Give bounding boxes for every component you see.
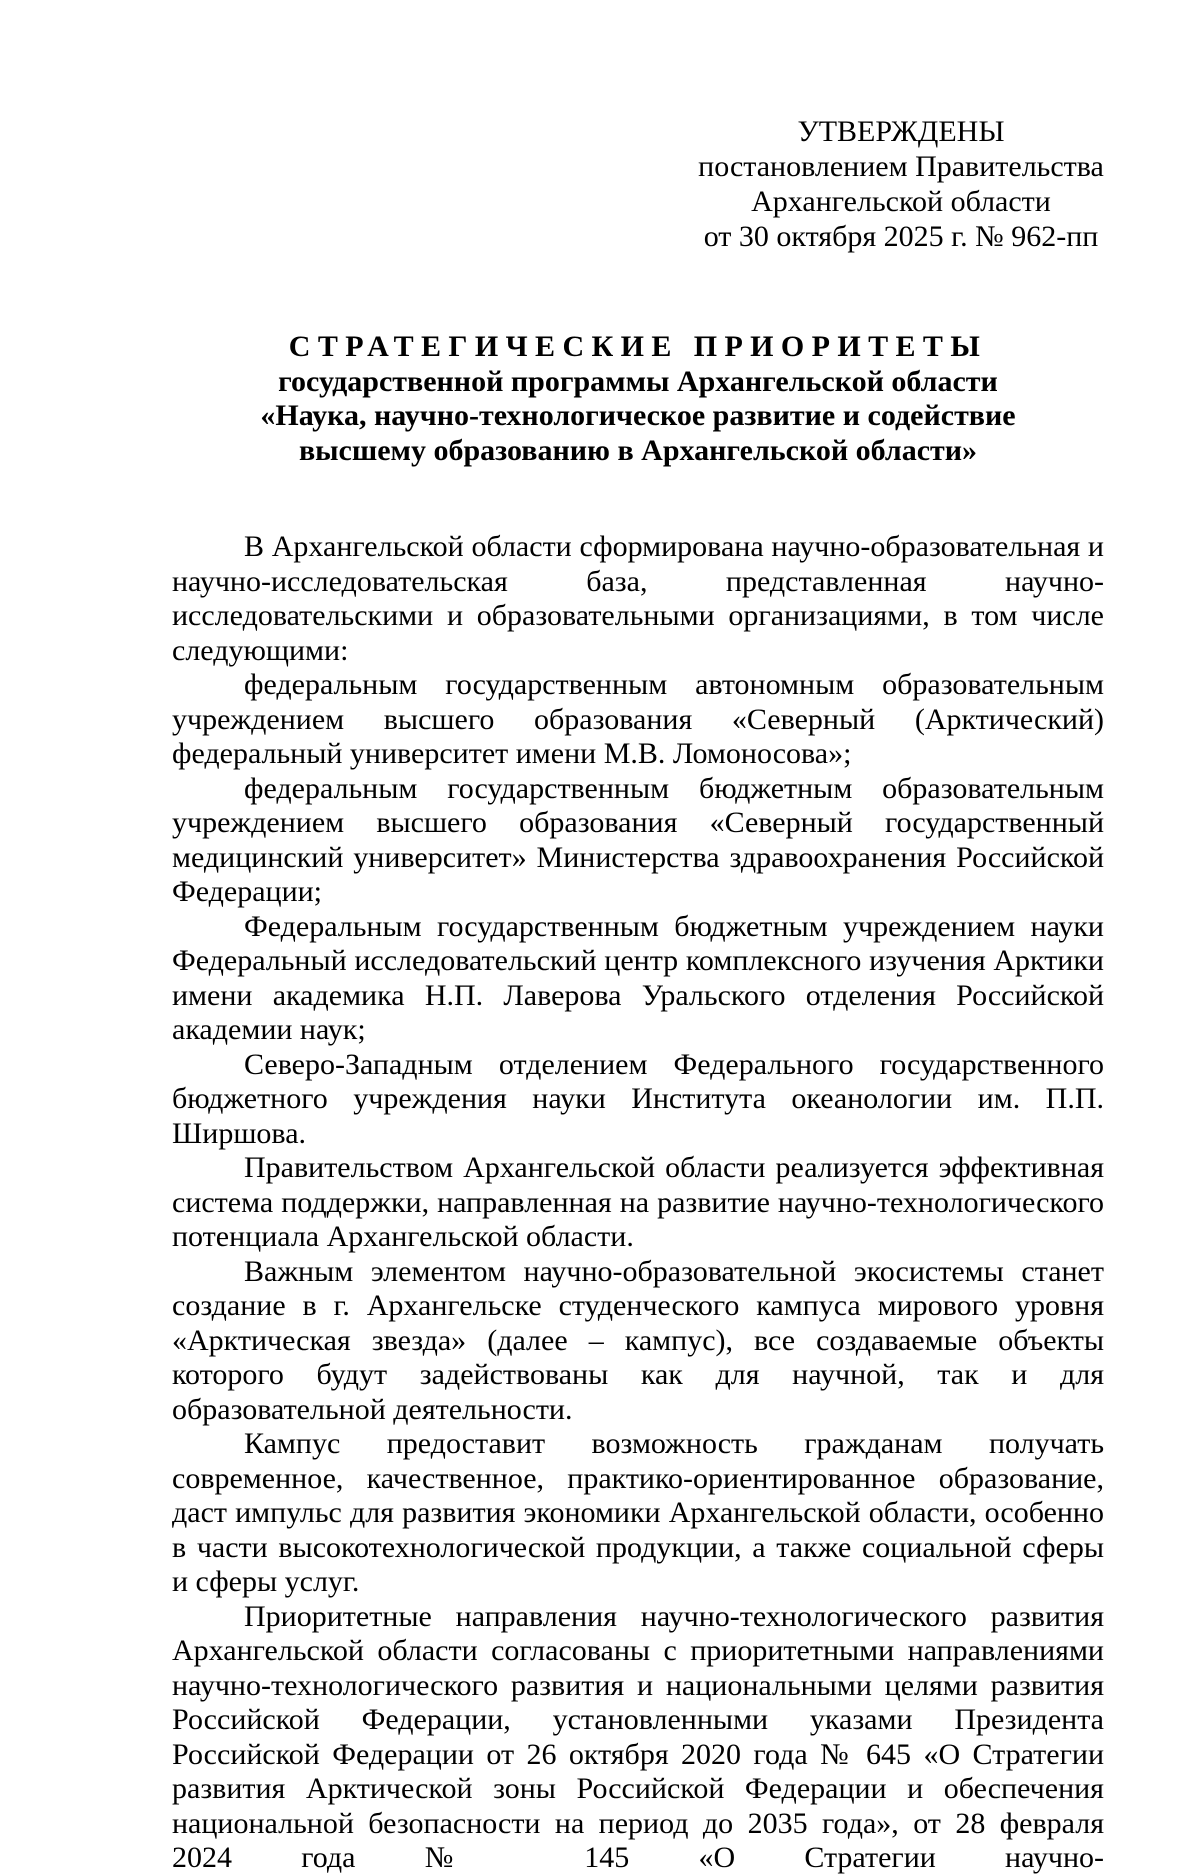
approval-line: от 30 октября 2025 г. № 962-пп — [703, 220, 1099, 253]
body-paragraph: федеральным государственным бюджетным образовательным учреждением высшего образования «Северный государственный медицинский университет» Министерства здравоохранения Российской Федерации; — [172, 771, 1104, 908]
document-subtitle-line: «Наука, научно-технологическое развитие и содействие — [260, 399, 1016, 432]
body-paragraph: федеральным государственным автономным образовательным учреждением высшего образования «Северный (Арктический) федеральный университет имени М.В. Ломоносова»; — [172, 668, 1104, 770]
approval-stamp-block — [698, 114, 1104, 254]
document-subtitle-line: высшему образованию в Архангельской области» — [298, 433, 978, 467]
body-paragraph: Приоритетные направления научно-технологического развития Архангельской области согласованы с приоритетными направлениями научно-технологического развития и национальными целями развития Российской Федерации, установленными указами Президента Российской Федерации от 26 октября 2020 года № 645 «О Стратегии развития Арктической зоны Российской Федерации и обеспечения национальной безопасности на период до 2035 года», от 28 февраля 2024 года № 145 «О Стратегии научно- — [172, 1599, 1104, 1874]
body-paragraph: Кампус предоставит возможность гражданам получать современное, качественное, практико-ориентированное образование, даст импульс для развития экономики Архангельской области, особенно в части высокотехнологической продукции, а также социальной сферы и сферы услуг. — [172, 1427, 1104, 1598]
body-paragraph: Правительством Архангельской области реализуется эффективная система поддержки, направленная на развитие научно-технологического потенциала Архангельской области. — [172, 1151, 1104, 1253]
document-title-block — [172, 330, 1104, 468]
body-paragraph: Важным элементом научно-образовательной экосистемы станет создание в г. Архангельске студенческого кампуса мирового уровня «Арктическая звезда» (далее – кампус), все создаваемые объекты которого будут задействованы как для научной, так и для образовательной деятельности. — [172, 1254, 1104, 1426]
approval-line: Архангельской области — [751, 185, 1051, 218]
document-body — [172, 530, 1104, 1876]
body-paragraph: В Архангельской области сформирована научно-образовательная и научно-исследовательская база, представленная научно-исследовательскими и образовательными организациями, в том числе следующими: — [172, 530, 1104, 667]
approval-line: постановлением Правительства — [698, 150, 1104, 183]
body-paragraph: Федеральным государственным бюджетным учреждением науки Федеральный исследовательский центр комплексного изучения Арктики имени академика Н.П. Лаверова Уральского отделения Российской академии наук; — [172, 909, 1104, 1046]
approval-line: УТВЕРЖДЕНЫ — [797, 115, 1005, 148]
body-paragraph: Северо-Западным отделением Федерального государственного бюджетного учреждения науки Института океанологии им. П.П. Ширшова. — [172, 1047, 1104, 1150]
document-subtitle-line: государственной программы Архангельской области — [278, 364, 998, 398]
document-title: СТРАТЕГИЧЕСКИЕ ПРИОРИТЕТЫ — [288, 330, 988, 363]
